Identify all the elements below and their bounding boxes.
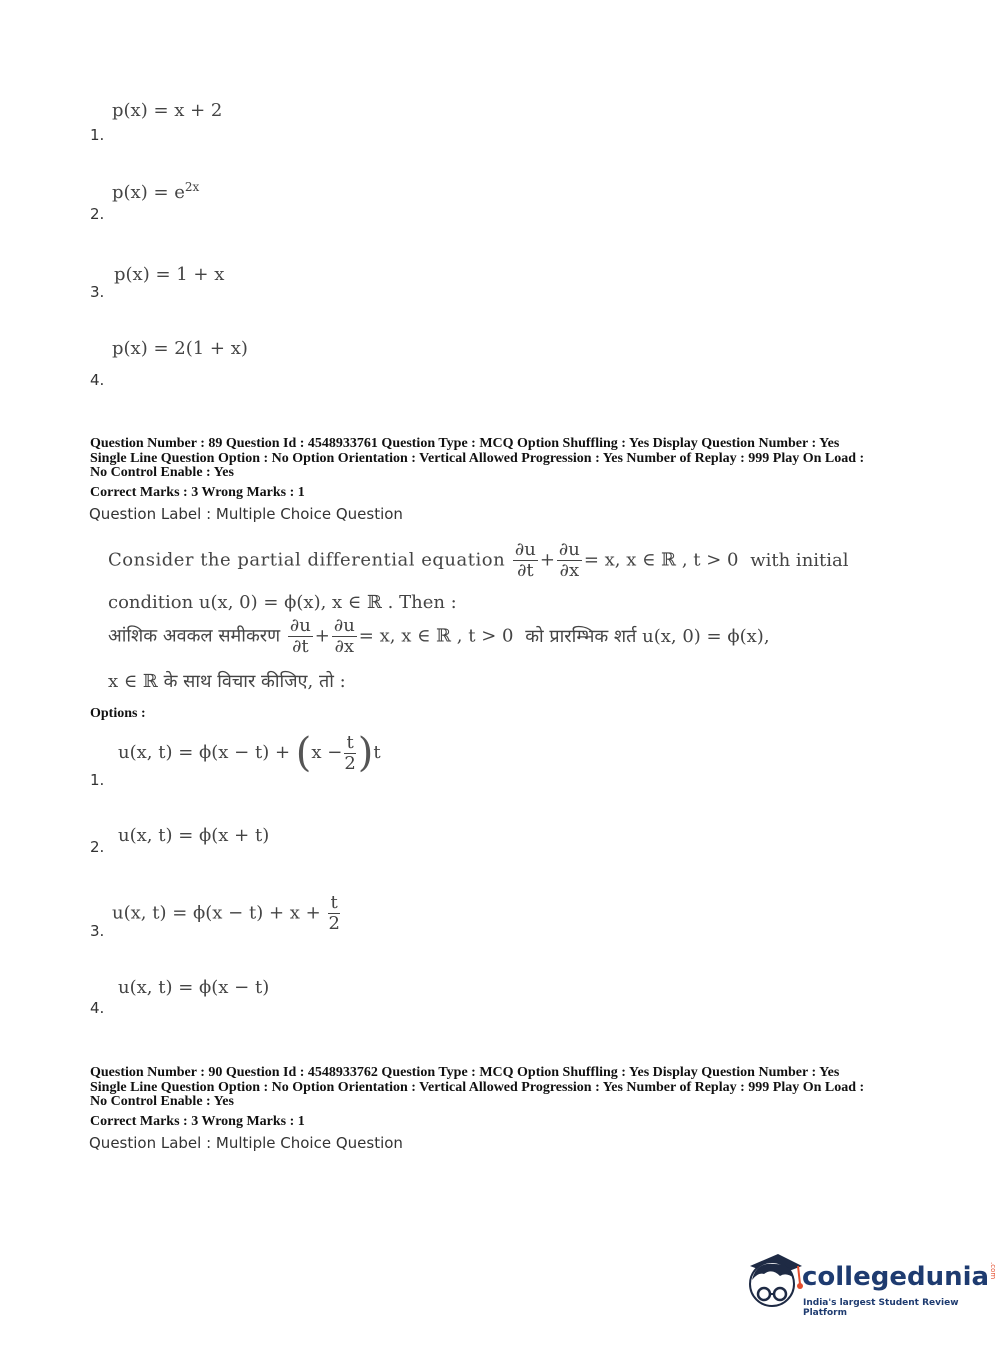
q89-option-2-number: 2. [90, 838, 105, 856]
q89-hindi-equation-rhs: = x, x ∈ ℝ , t > 0 [358, 625, 514, 647]
q89-english-intro-end: with initial [750, 549, 849, 571]
q89-english-line2: condition u(x, 0) = ϕ(x), x ∈ ℝ . Then : [108, 592, 457, 613]
q89-hindi-du-dt-fraction: $\frac{\partial u}{\partial t}$ [289, 615, 311, 657]
logo-name: collegedunia [802, 1262, 990, 1292]
q89-option-4-number: 4. [90, 999, 105, 1017]
q89-marks: Correct Marks : 3 Wrong Marks : 1 [90, 485, 305, 500]
q89-option-1-part-b: x − [311, 742, 343, 763]
prev-option-1-number: 1. [90, 126, 105, 144]
q89-option-3-fraction: $\frac{t}{2}$ [328, 892, 340, 934]
q89-hindi-intro: आंशिक अवकल समीकरण [108, 625, 281, 647]
q89-option-3-expr [112, 893, 342, 934]
q89-english-line1: Consider the partial differential equation $\frac{\partial u}{\partial t}$ + $\frac{\partial u}{\partial x}$ = x, x ∈ ℝ , t > 0 with initial [108, 539, 849, 581]
q90-marks: Correct Marks : 3 Wrong Marks : 1 [90, 1114, 305, 1129]
q90-meta-line3: No Control Enable : Yes [90, 1094, 234, 1109]
q89-english-intro: Consider the partial differential equation [108, 549, 506, 571]
open-paren-icon: ( [295, 730, 312, 776]
q89-options-label: Options : [90, 706, 146, 721]
q89-option-1-fraction: $\frac{t}{2}$ [344, 731, 356, 774]
q90-meta [90, 1066, 960, 1110]
prev-option-2-sup: 2x [184, 180, 200, 194]
q89-hindi-line1: आंशिक अवकल समीकरण $\frac{\partial u}{\partial t}$ + $\frac{\partial u}{\partial x}$ = x, x ∈ ℝ , t > 0 को प्रारम्भिक शर्त u(x, 0) = ϕ(x), [108, 615, 770, 657]
logo-tagline: India's largest Student Review Platform [803, 1298, 959, 1318]
prev-option-2-expr [112, 180, 199, 203]
prev-option-1-expr: p(x) = x + 2 [112, 100, 223, 121]
q89-meta-line2: Single Line Question Option : No Option Orientation : Vertical Allowed Progression : Yes Number of Replay : 999 Play On Load : [90, 450, 865, 466]
close-paren-icon: ) [357, 730, 374, 776]
q89-option-1-part-c: t [373, 742, 381, 763]
q89-du-dt-fraction: $\frac{\partial u}{\partial t}$ [514, 539, 536, 581]
q89-option-3-part-a: u(x, t) = ϕ(x − t) + x + [112, 902, 321, 924]
q89-option-2-expr: u(x, t) = ϕ(x + t) [118, 825, 270, 846]
prev-option-4-number: 4. [90, 371, 105, 389]
q89-option-4-expr: u(x, t) = ϕ(x − t) [118, 977, 270, 998]
prev-option-2-number: 2. [90, 205, 105, 223]
q90-question-label: Question Label : Multiple Choice Question [89, 1134, 403, 1152]
q89-option-3-number: 3. [90, 922, 105, 940]
q89-meta-line1: Question Number : 89 Question Id : 4548933761 Question Type : MCQ Option Shuffling : Yes Display Question Number : Yes [90, 436, 840, 451]
prev-option-2-base: p(x) = e [112, 182, 185, 203]
prev-option-3-number: 3. [90, 283, 105, 301]
prev-option-4-expr: p(x) = 2(1 + x) [112, 338, 248, 359]
logo[interactable] [802, 1262, 997, 1292]
student-mascot-icon [742, 1250, 806, 1314]
q89-equation-rhs: = x, x ∈ ℝ , t > 0 [583, 549, 739, 571]
prev-option-3-expr: p(x) = 1 + x [114, 264, 225, 285]
q90-meta-line2: Single Line Question Option : No Option Orientation : Vertical Allowed Progression : Yes Number of Replay : 999 Play On Load : [90, 1079, 865, 1095]
q89-meta [90, 437, 960, 481]
q89-option-1-number: 1. [90, 771, 105, 789]
q89-option-1-expr [118, 730, 381, 776]
q89-hindi-line2: x ∈ ℝ के साथ विचार कीजिए, तो : [108, 671, 346, 692]
q89-option-1-part-a: u(x, t) = ϕ(x − t) + [118, 742, 291, 763]
q89-question-label: Question Label : Multiple Choice Question [89, 505, 403, 523]
logo-com: .com [989, 1262, 998, 1280]
q90-meta-line1: Question Number : 90 Question Id : 4548933762 Question Type : MCQ Option Shuffling : Yes Display Question Number : Yes [90, 1065, 840, 1080]
q89-du-dx-fraction: $\frac{\partial u}{\partial x}$ [558, 539, 580, 581]
q89-meta-line3: No Control Enable : Yes [90, 465, 234, 480]
q89-hindi-intro-end: को प्रारम्भिक शर्त u(x, 0) = ϕ(x), [525, 625, 770, 647]
q89-hindi-du-dx-fraction: $\frac{\partial u}{\partial x}$ [333, 615, 355, 657]
